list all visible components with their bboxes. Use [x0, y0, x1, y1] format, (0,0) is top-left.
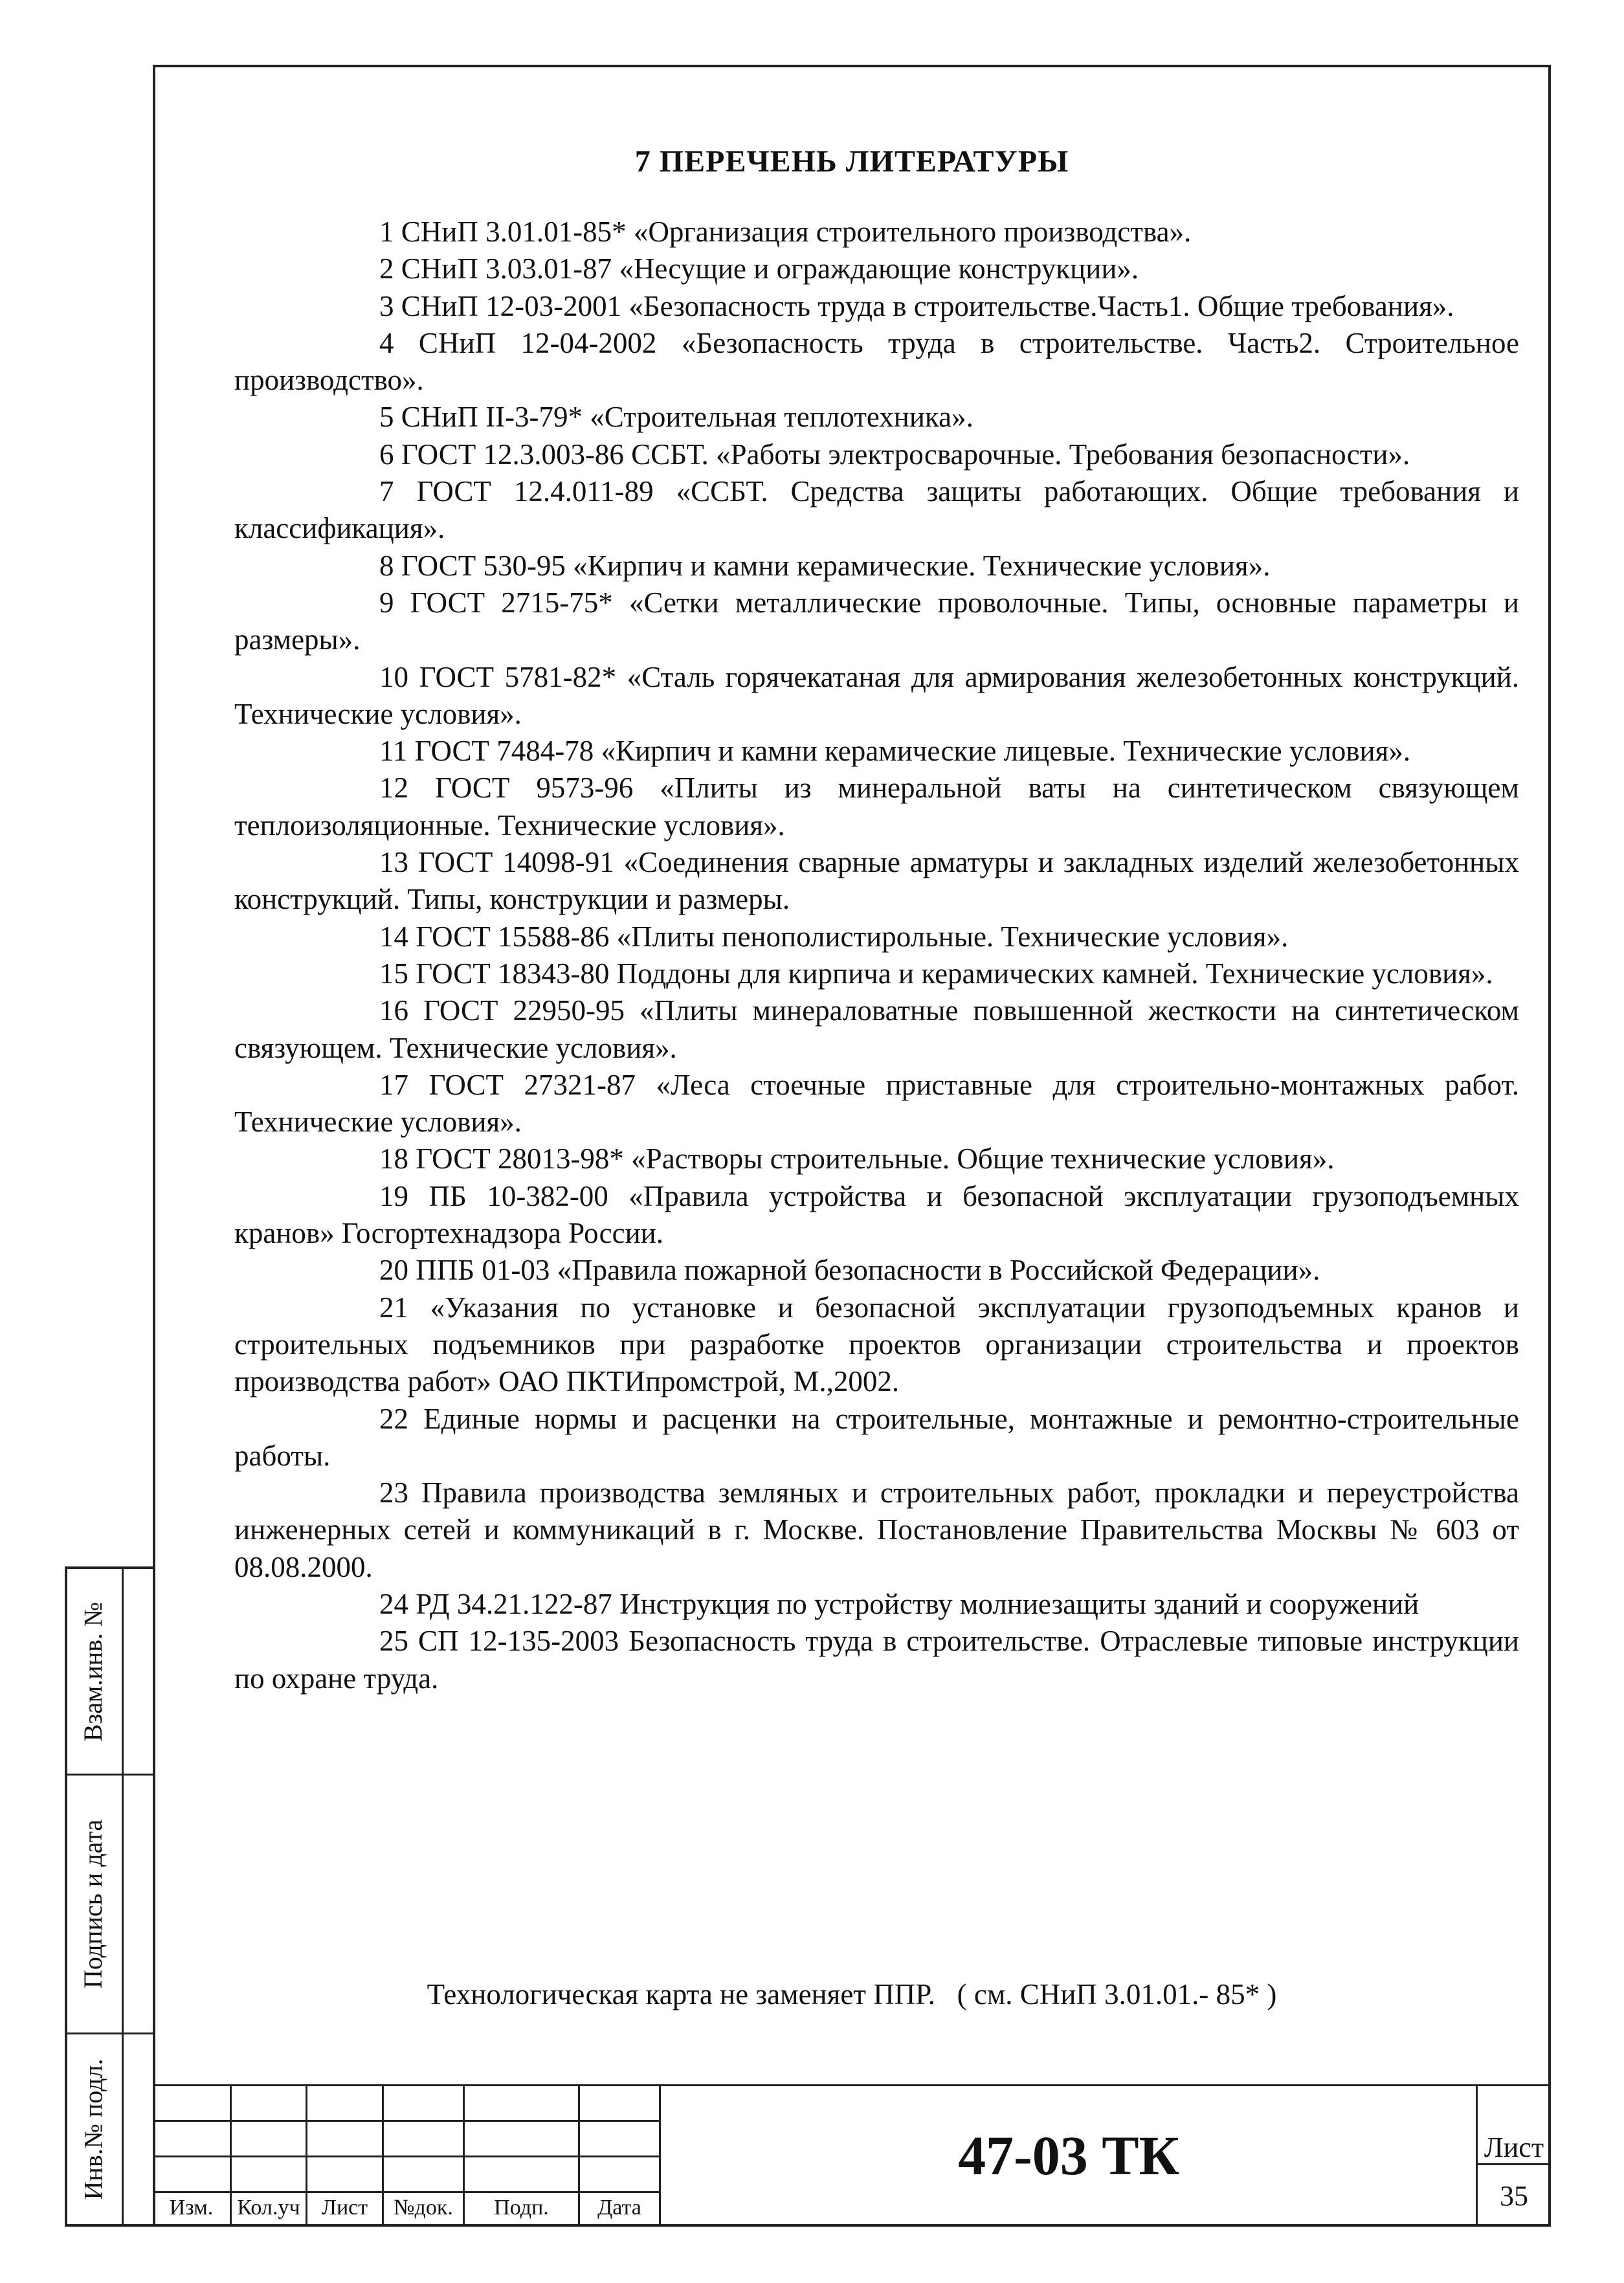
original-inv-label: Инв.№ подл.	[78, 2058, 108, 2200]
original-inv-cell	[65, 2034, 122, 2224]
note-text: Технологическая карта не заменяет ППР. ( см. СНиП 3.01.01.- 85* )	[427, 1978, 1277, 2010]
replacement-inv-label: Взам.инв. №	[78, 1601, 108, 1741]
header-data: Дата	[597, 2196, 641, 2220]
reference-item: 22 Единые нормы и расценки на строительные, монтажные и ремонтно-строительные работы.	[234, 1402, 1519, 1472]
sheet-label: Лист	[1484, 2131, 1544, 2163]
reference-item: 5 СНиП II-3-79* «Строительная теплотехника».	[379, 401, 973, 434]
reference-item: 16 ГОСТ 22950-95 «Плиты минераловатные повышенной жесткости на синтетическом связующем. Технические условия».	[234, 994, 1519, 1064]
reference-item: 10 ГОСТ 5781-82* «Сталь горячекатаная для армирования железобетонных конструкций. Технические условия».	[234, 660, 1519, 730]
document-code: 47-03 ТК	[958, 2124, 1179, 2187]
signature-date-cell	[65, 1776, 122, 2032]
section-title: 7 ПЕРЕЧЕНЬ ЛИТЕРАТУРЫ	[634, 144, 1069, 179]
reference-item: 14 ГОСТ 15588-86 «Плиты пенополистирольные. Технические условия».	[379, 920, 1289, 953]
reference-item: 25 СП 12-135-2003 Безопасность труда в строительстве. Отраслевые типовые инструкции по охране труда.	[234, 1625, 1519, 1695]
reference-item: 11 ГОСТ 7484-78 «Кирпич и камни керамические лицевые. Технические условия».	[379, 735, 1411, 768]
reference-item: 24 РД 34.21.122-87 Инструкция по устройству молниезащиты зданий и сооружений	[379, 1587, 1419, 1620]
sheet-number: 35	[1500, 2180, 1528, 2212]
reference-item: 2 СНиП 3.03.01-87 «Несущие и ограждающие конструкции».	[379, 252, 1139, 285]
header-list: Лист	[321, 2196, 368, 2220]
header-ndok: №док.	[394, 2196, 453, 2220]
header-izm: Изм.	[169, 2196, 214, 2220]
reference-item: 17 ГОСТ 27321-87 «Леса стоечные приставные для строительно-монтажных работ. Технические условия».	[234, 1068, 1519, 1139]
replacement-inv-cell	[65, 1569, 122, 1774]
reference-item: 13 ГОСТ 14098-91 «Соединения сварные арматуры и закладных изделий железобетонных конструкций. Типы, конструкции и размеры.	[234, 846, 1519, 916]
title-block-row-line	[153, 2120, 660, 2122]
header-podp: Подп.	[494, 2196, 549, 2220]
reference-item: 7 ГОСТ 12.4.011-89 «ССБТ. Средства защиты работающих. Общие требования и классификация».	[234, 475, 1519, 545]
reference-item: 19 ПБ 10-382-00 «Правила устройства и безопасной эксплуатации грузоподъемных кранов» Госгортехнадзора России.	[234, 1179, 1519, 1250]
reference-item: 21 «Указания по установке и безопасной эксплуатации грузоподъемных кранов и строительных подъемников при разработке проектов организации строительства и проектов производства работ» ОАО ПКТИпромстрой, М.,2002.	[234, 1291, 1519, 1398]
reference-item: 4 СНиП 12-04-2002 «Безопасность труда в строительстве. Часть2. Строительное производство».	[234, 326, 1519, 397]
reference-item: 15 ГОСТ 18343-80 Поддоны для кирпича и керамических камней. Технические условия».	[379, 957, 1493, 990]
reference-item: 12 ГОСТ 9573-96 «Плиты из минеральной ваты на синтетическом связующем теплоизоляционные. Технические условия».	[234, 772, 1519, 841]
reference-item: 6 ГОСТ 12.3.003-86 ССБТ. «Работы электросварочные. Требования безопасности».	[379, 438, 1410, 471]
margin-stamp-divider	[122, 1566, 124, 2227]
reference-item: 9 ГОСТ 2715-75* «Сетки металлические проволочные. Типы, основные параметры и размеры».	[234, 586, 1519, 656]
reference-item: 3 СНиП 12-03-2001 «Безопасность труда в строительстве.Часть1. Общие требования».	[379, 289, 1454, 322]
header-kol-uch: Кол.уч	[237, 2196, 300, 2220]
reference-item: 20 ППБ 01-03 «Правила пожарной безопасности в Российской Федерации».	[379, 1254, 1320, 1287]
signature-date-label: Подпись и дата	[78, 1819, 108, 1989]
reference-item: 8 ГОСТ 530-95 «Кирпич и камни керамические. Технические условия».	[379, 549, 1271, 582]
reference-item: 18 ГОСТ 28013-98* «Растворы строительные. Общие технические условия».	[379, 1142, 1335, 1175]
note-line	[153, 1977, 1551, 2011]
reference-list	[234, 214, 1519, 1697]
reference-item: 23 Правила производства земляных и строительных работ, прокладки и переустройства инженерных сетей и коммуникаций в г. Москве. Постановление Правительства Москвы № 603 от 08.08.2000.	[234, 1476, 1519, 1583]
reference-item: 1 СНиП 3.01.01-85* «Организация строительного производства».	[379, 216, 1192, 248]
title-block-row-line	[153, 2155, 660, 2157]
